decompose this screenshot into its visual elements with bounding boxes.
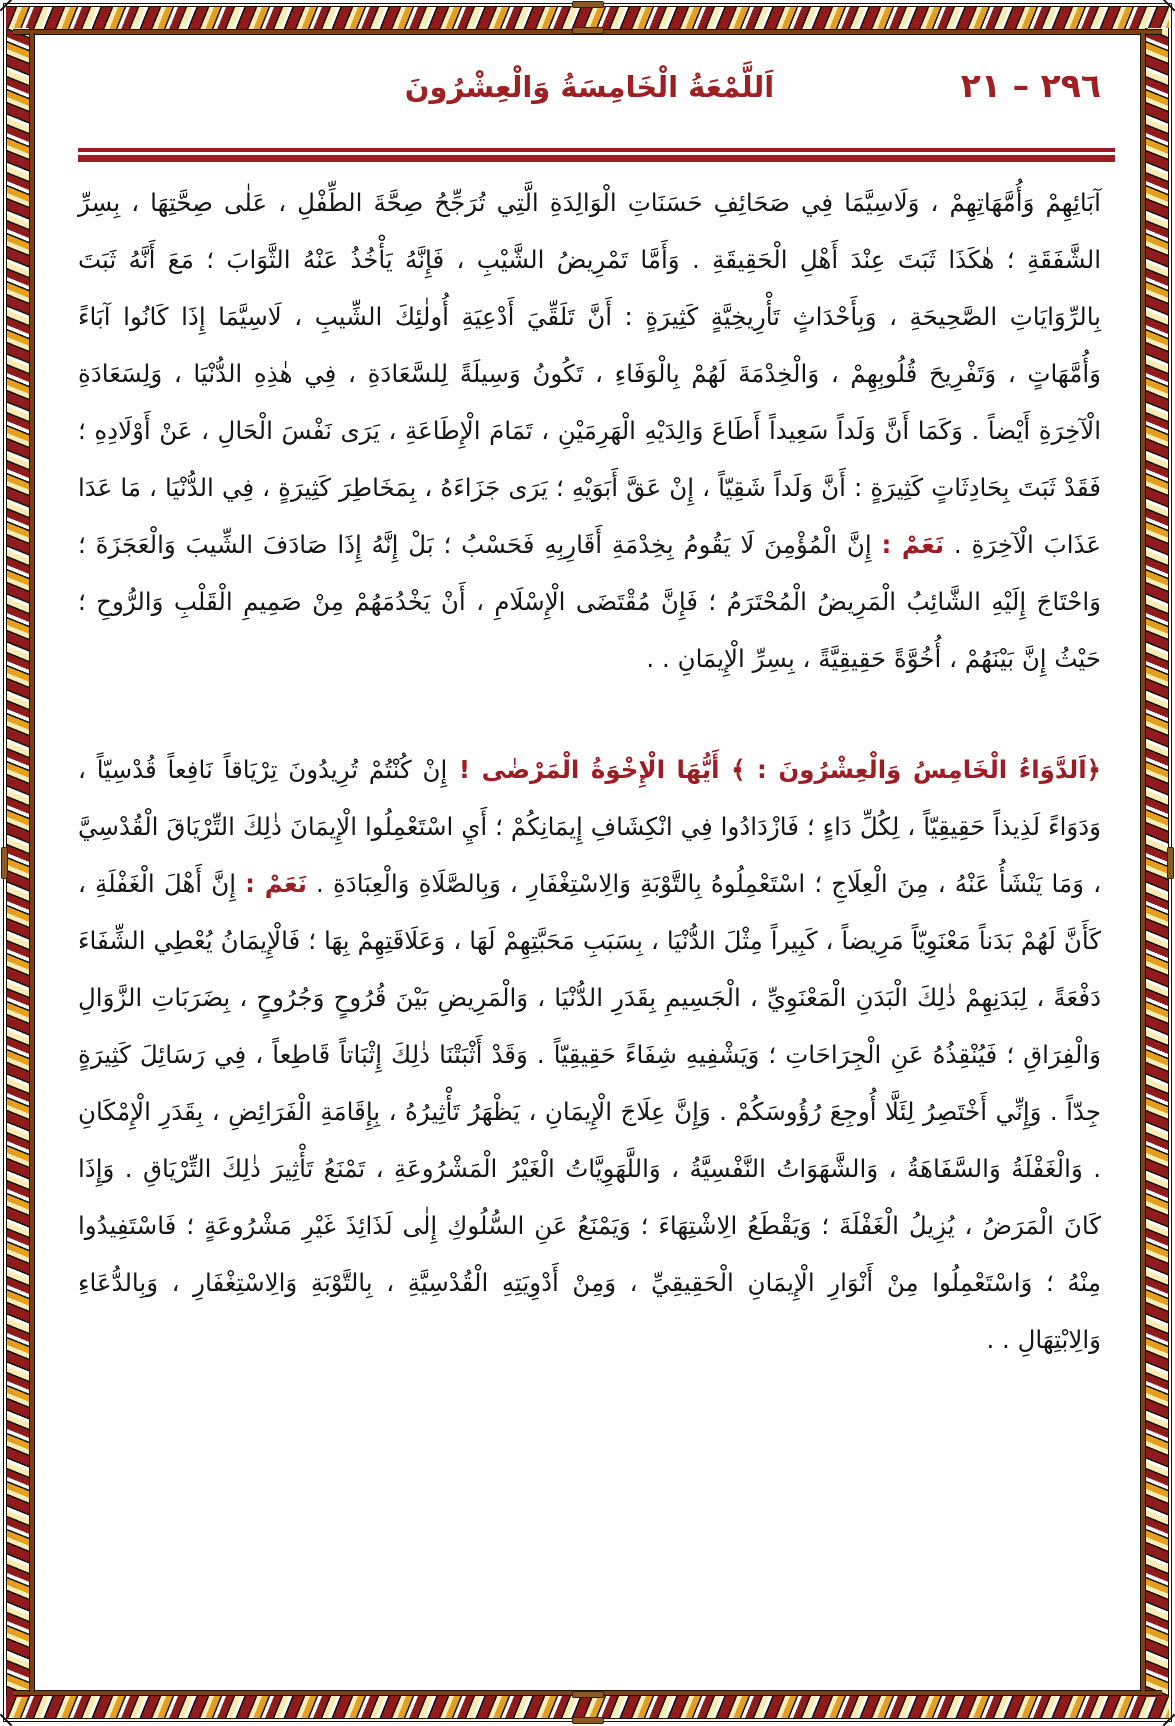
frame-rail-left [29,33,35,1692]
page-header [78,60,1101,132]
paragraph-text: إِنْ كُنْتُمْ تُرِيدُونَ تِرْيَاقاً نَافِعاً قُدْسِيّاً ، وَدَوَاءً لَذِيذاً حَقِيقِيّاً ، لِكُلِّ دَاءٍ ؛ فَازْدَادُوا فِي انْكِشَافِ إِيمَانِكُمْ ؛ أَيِ اسْتَعْمِلُوا الْإِيمَانَ ذٰلِكَ التِّرْيَاقَ الْقُدْسِيَّ ، وَمَا يَنْشَأُ عَنْهُ ، مِنَ الْعِلَاجِ ؛ اسْتَعْمِلُوهُ بِالتَّوْبَةِ وَالِاسْتِغْفَارِ ، وَبِالصَّلَاةِ وَالْعِبَادَةِ . [78,755,1101,898]
header-divider [78,148,1115,162]
center-ornament-icon [572,1691,604,1698]
red-emphasis-text: نَعَمْ : [881,530,945,559]
center-ornament-icon [1167,847,1174,879]
paragraph-text: آبَائِهِمْ وَأُمَّهَاتِهِمْ ، وَلَاسِيَّمَا فِي صَحَائِفِ حَسَنَاتِ الْوَالِدَةِ الَّتِي تُرَجِّحُ صِحَّةَ الطِّفْلِ ، عَلٰى صِحَّتِهَا ، بِسِرِّ الشَّفَقَةِ ؛ هٰكَذَا ثَبَتَ عِنْدَ أَهْلِ الْحَقِيقَةِ . وَأَمَّا تَمْرِيضُ الشَّيْبِ ، فَإِنَّهُ يَأْخُذُ عَنْهُ الثَّوَابَ ؛ مَعَ أَنَّهُ ثَبَتَ بِالرِّوَايَاتِ الصَّحِيحَةِ ، وَبِأَحْدَاثٍ تَأْرِيخِيَّةٍ كَثِيرَةٍ : أَنَّ تَلَقِّيَ أَدْعِيَةِ أُولٰئِكَ الشِّيبِ ، لَاسِيَّمَا إِذَا كَانُوا آبَاءً وَأُمَّهَاتٍ ، وَتَفْرِيحَ قُلُوبِهِمْ ، وَالْخِدْمَةَ لَهُمْ بِالْوَفَاءِ ، تَكُونُ وَسِيلَةً لِلسَّعَادَةِ ، فِي هٰذِهِ الدُّنْيَا ، وَلِسَعَادَةِ الْآخِرَةِ أَيْضاً . وَكَمَا أَنَّ وَلَداً سَعِيداً أَطَاعَ وَالِدَيْهِ الْهَرِمَيْنِ ، تَمَامَ الْإِطَاعَةِ ، يَرَى نَفْسَ الْحَالِ ، عَنْ أَوْلَادِهِ ؛ فَقَدْ ثَبَتَ بِحَادِثَاتٍ كَثِيرَةٍ : أَنَّ وَلَداً شَقِيّاً ، إِنْ عَقَّ أَبَوَيْهِ ؛ يَرَى جَزَاءَهُ ، بِمَخَاطِرَ كَثِيرَةٍ ، فِي الدُّنْيَا ، مَا عَدَا عَذَابَ الْآخِرَةِ . [78,188,1102,559]
page-title: اَللَّمْعَةُ الْخَامِسَةُ وَالْعِشْرُونَ [404,70,775,104]
center-ornament-icon [1,847,8,879]
frame-rail-right [1140,33,1146,1692]
paragraph [78,741,1101,1368]
divider-thick-line [78,155,1115,162]
center-ornament-icon [572,1717,604,1724]
page-content [38,36,1137,1689]
red-emphasis-text: نَعَمْ : [245,869,307,898]
center-ornament-icon [572,27,604,34]
paragraph-text: إِنَّ أَهْلَ الْغَفْلَةِ ، كَأَنَّ لَهُمْ بَدَناً مَعْنَوِيّاً مَرِيضاً ، كَبِيراً مِثْلَ الدُّنْيَا ، بِسَبَبِ مَحَبَّتِهِمْ لَهَا ، وَعَلَاقَتِهِمْ بِهَا ؛ فَالْإِيمَانُ يُعْطِي الشِّفَاءَ دَفْعَةً ، لِبَدَنِهِمْ ذٰلِكَ الْبَدَنِ الْمَعْنَوِيِّ ، الْجَسِيمِ بِقَدَرِ الدُّنْيَا ، وَالْمَرِيضِ بَيْنَ قُرُوحٍ وَجُرُوحٍ ، بِضَرَبَاتِ الزَّوَالِ وَالْفِرَاقِ ؛ فَيُنْقِذُهُ عَنِ الْجِرَاحَاتِ ؛ وَيَشْفِيهِ شِفَاءً حَقِيقِيّاً . وَقَدْ أَثْبَتْنَا ذٰلِكَ إِثْبَاتاً قَاطِعاً ، فِي رَسَائِلَ كَثِيرَةٍ جِدّاً . وَإِنِّي أَخْتَصِرُ لِئَلَّا أُوجِعَ رُؤُوسَكُمْ . وَإِنَّ عِلَاجَ الْإِيمَانِ ، يَظْهَرُ تَأْثِيرُهُ ، بِإِقَامَةِ الْفَرَائِضِ ، بِقَدَرِ الْإِمْكَانِ . وَالْغَفْلَةُ وَالسَّفَاهَةُ ، وَالشَّهَوَاتُ النَّفْسِيَّةُ ، وَاللَّهَوِيَّاتُ الْغَيْرُ الْمَشْرُوعَةِ ، تَمْنَعُ تَأْثِيرَ ذٰلِكَ التِّرْيَاقِ . وَإِذَا كَانَ الْمَرَضُ ، يُزِيلُ الْغَفْلَةَ ؛ وَيَقْطَعُ الِاشْتِهَاءَ ؛ وَيَمْنَعُ عَنِ السُّلُوكِ إِلٰى لَذَائِذَ غَيْرِ مَشْرُوعَةٍ ؛ فَاسْتَفِيدُوا مِنْهُ ؛ وَاسْتَعْمِلُوا مِنْ أَنْوَارِ الْإِيمَانِ الْحَقِيقِيِّ ، وَمِنْ أَدْوِيَتِهِ الْقُدْسِيَّةِ ، بِالتَّوْبَةِ وَالِاسْتِغْفَارِ ، وَبِالدُّعَاءِ وَالِابْتِهَالِ . . [78,869,1101,1354]
center-ornament-icon [572,1,604,8]
frame-braid-bottom [6,1695,1169,1719]
red-emphasis-text: ﴿اَلدَّوَاءُ الْخَامِسُ وَالْعِشْرُونَ : ﴾ أَيُّهَا الْإِخْوَةُ الْمَرْضٰى ! [447,755,1101,784]
paragraph-text: إِنَّ الْمُؤْمِنَ لَا يَقُومُ بِخِدْمَةِ أَقَارِبِهِ فَحَسْبُ ؛ بَلْ إِنَّهُ إِذَا صَادَفَ الشِّيبَ وَالْعَجَزَةَ ؛ وَاحْتَاجَ إِلَيْهِ الشَّائِبُ الْمَرِيضُ الْمُحْتَرَمُ ؛ فَإِنَّ مُقْتَضَى الْإِسْلَامِ ، أَنْ يَخْدُمَهُمْ مِنْ صَمِيمِ الْقَلْبِ وَالرُّوحِ ؛ حَيْثُ إِنَّ بَيْنَهُمْ ، أُخُوَّةً حَقِيقِيَّةً ، بِسِرِّ الْإِيمَانِ . . [78,530,1101,673]
frame-braid-left [6,28,30,1697]
body-text [78,174,1101,1368]
page-number: ٢٩٦ – ٢١ [960,66,1101,105]
paragraph [78,174,1101,687]
divider-thin-line [78,148,1115,152]
frame-braid-right [1145,28,1169,1697]
